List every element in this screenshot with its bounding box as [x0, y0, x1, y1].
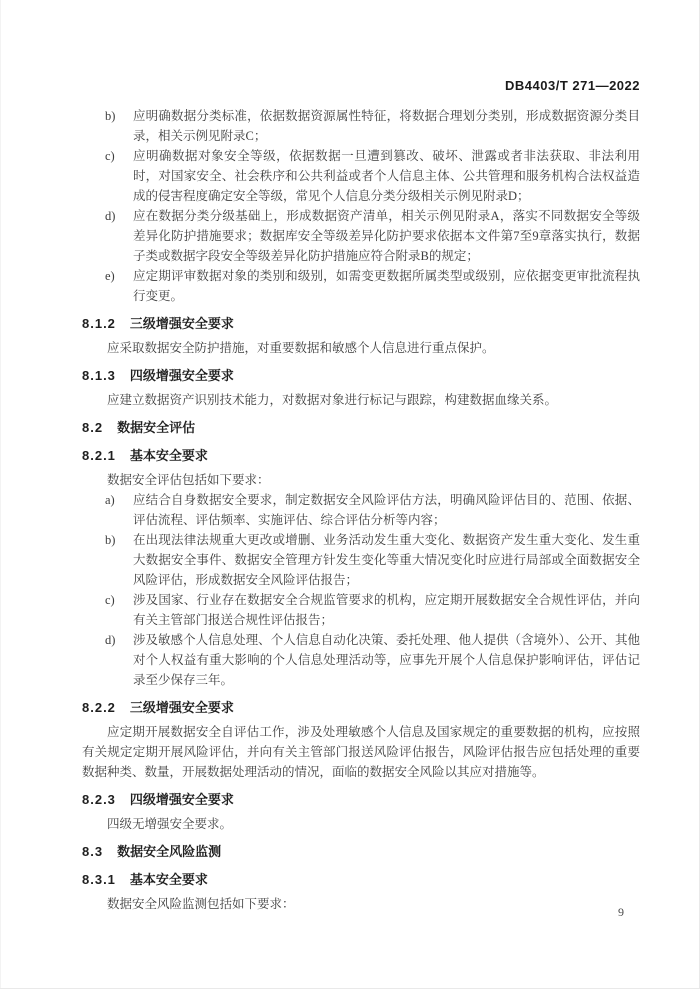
- section-title: 数据安全评估: [117, 420, 196, 435]
- list-item-text: 应定期评审数据对象的类别和级别，如需变更数据所属类型或级别，应依据变更审批流程执行变更。: [133, 269, 640, 303]
- section-paragraph: 应采取数据安全防护措施，对重要数据和敏感个人信息进行重点保护。: [107, 341, 495, 355]
- section-title: 四级增强安全要求: [129, 792, 234, 807]
- list-item: [105, 530, 640, 590]
- section-number: 8.2.2: [82, 700, 116, 715]
- list-item-text: 涉及国家、行业存在数据安全合规监管要求的机构，应定期开展数据安全合规性评估，并向有关主管部门报送合规性评估报告；: [133, 593, 640, 627]
- section-heading-8-3: [82, 842, 640, 862]
- section-number: 8.3: [82, 844, 104, 859]
- list-item-label: d): [105, 633, 116, 647]
- page-number: 9: [618, 905, 624, 919]
- list-item-label: d): [105, 209, 116, 223]
- page-footer: [618, 905, 624, 920]
- list-item-label: b): [105, 533, 116, 547]
- section-title: 数据安全风险监测: [117, 844, 222, 859]
- section-heading-8-2-2: [82, 698, 640, 718]
- list-item-label: b): [105, 109, 116, 123]
- section-title: 四级增强安全要求: [129, 368, 234, 383]
- doc-number: DB4403/T 271—2022: [505, 78, 640, 93]
- list-item-label: c): [105, 149, 115, 163]
- section-paragraph: 应建立数据资产识别技术能力，对数据对象进行标记与跟踪，构建数据血缘关系。: [107, 393, 558, 407]
- section-heading-8-1-3: [82, 366, 640, 386]
- section-title: 基本安全要求: [129, 872, 208, 887]
- section-heading-8-3-1: [82, 870, 640, 890]
- list-item: [105, 206, 640, 266]
- list-item-text: 应明确数据对象安全等级，依据数据一旦遭到篡改、破坏、泄露或者非法获取、非法利用时，对国家安全、社会秩序和公共利益或者个人信息主体、公共管理和服务机构合法权益造成的侵害程度确定安全等级，常见个人信息分类分级相关示例见附录D；: [133, 149, 640, 203]
- list-item-label: a): [105, 493, 115, 507]
- section-intro: 数据安全评估包括如下要求：: [107, 473, 270, 487]
- section-number: 8.1.2: [82, 316, 116, 331]
- list-item-text: 应在数据分类分级基础上，形成数据资产清单，相关示例见附录A，落实不同数据安全等级差异化防护措施要求；数据库安全等级差异化防护要求依据本文件第7至9章落实执行，数据子类或数据字段安全等级差异化防护措施应符合附录B的规定；: [133, 209, 640, 263]
- section-number: 8.3.1: [82, 872, 116, 887]
- section-number: 8.1.3: [82, 368, 116, 383]
- list-item-text: 应明确数据分类标准，依据数据资源属性特征，将数据合理划分类别，形成数据资源分类目录，相关示例见附录C；: [133, 109, 640, 143]
- list-item-label: c): [105, 593, 115, 607]
- list-item-label: e): [105, 269, 115, 283]
- clause-list-8-2-1: [82, 490, 640, 690]
- section-paragraph: 数据安全风险监测包括如下要求：: [107, 897, 295, 911]
- section-paragraph: 应定期开展数据安全自评估工作，涉及处理敏感个人信息及国家规定的重要数据的机构，应按照有关规定定期开展风险评估，并向有关主管部门报送风险评估报告，风险评估报告应包括处理的重要数据种类、数量，开展数据处理活动的情况，面临的数据安全风险以其应对措施等。: [82, 725, 640, 779]
- section-title: 三级增强安全要求: [129, 316, 234, 331]
- list-item: [105, 106, 640, 146]
- section-title: 三级增强安全要求: [129, 700, 234, 715]
- list-item-text: 涉及敏感个人信息处理、个人信息自动化决策、委托处理、他人提供（含境外）、公开、其他对个人权益有重大影响的个人信息处理活动等，应事先开展个人信息保护影响评估，评估记录至少保存三年。: [133, 633, 640, 687]
- section-number: 8.2: [82, 420, 104, 435]
- section-paragraph: 四级无增强安全要求。: [107, 817, 233, 831]
- list-item: [105, 146, 640, 206]
- doc-header: [82, 76, 640, 96]
- section-number: 8.2.1: [82, 448, 116, 463]
- list-item-text: 应结合自身数据安全要求，制定数据安全风险评估方法，明确风险评估目的、范围、依据、评估流程、评估频率、实施评估、综合评估分析等内容；: [133, 493, 640, 527]
- section-heading-8-1-2: [82, 314, 640, 334]
- section-heading-8-2-1: [82, 446, 640, 466]
- section-title: 基本安全要求: [129, 448, 208, 463]
- list-item: [105, 490, 640, 530]
- clause-list-top: [82, 106, 640, 306]
- section-heading-8-2: [82, 418, 640, 438]
- list-item: [105, 630, 640, 690]
- section-number: 8.2.3: [82, 792, 116, 807]
- list-item: [105, 590, 640, 630]
- list-item: [105, 266, 640, 306]
- section-heading-8-2-3: [82, 790, 640, 810]
- list-item-text: 在出现法律法规重大更改或增删、业务活动发生重大变化、数据资产发生重大变化、发生重大数据安全事件、数据安全管理方针发生变化等重大情况变化时应进行局部或全面数据安全风险评估，形成数据安全风险评估报告；: [133, 533, 640, 587]
